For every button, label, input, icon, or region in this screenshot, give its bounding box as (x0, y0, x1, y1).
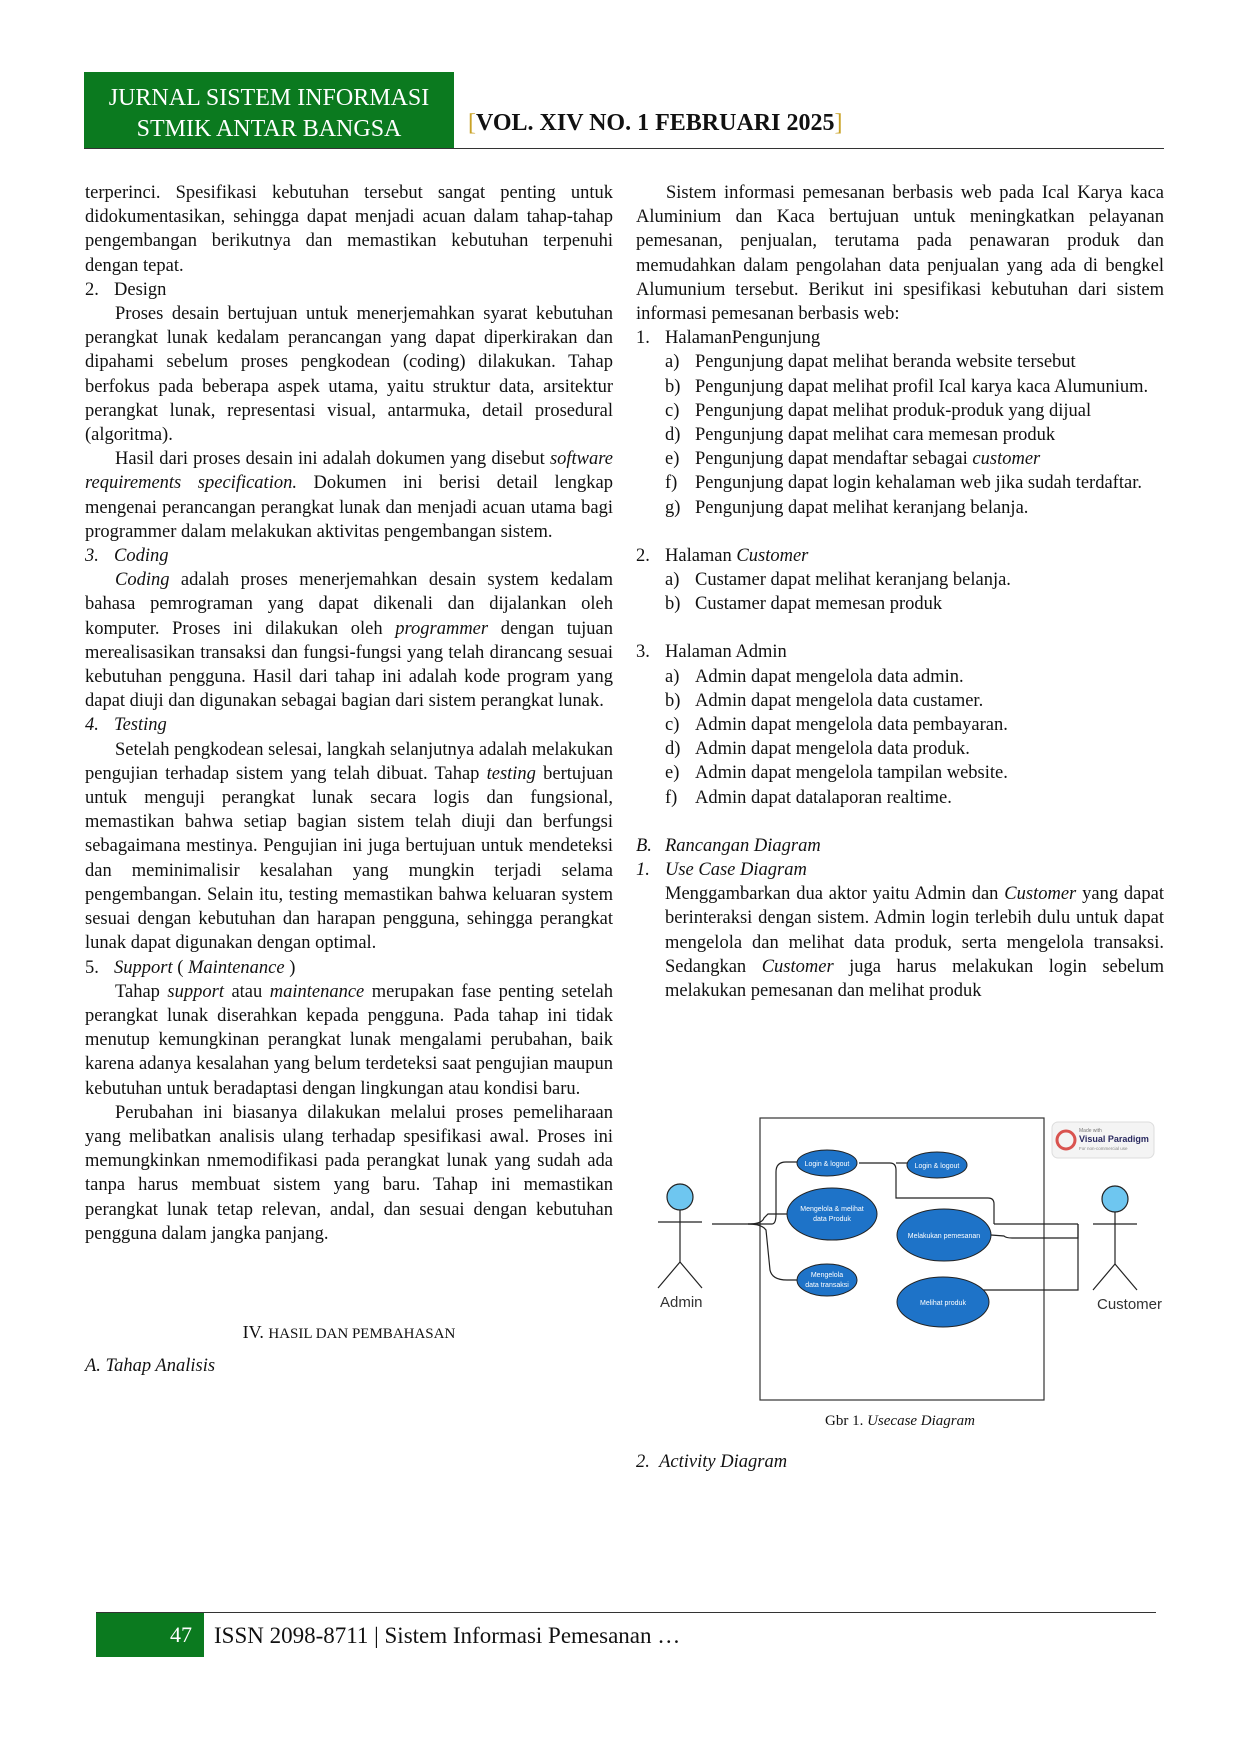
list-customer (636, 568, 1164, 616)
page-number: 47 (96, 1613, 204, 1657)
customer-actor-icon (1093, 1186, 1137, 1290)
list-item: g) Pengunjung dapat melihat keranjang belanja. (665, 497, 1029, 518)
admin-actor-icon (658, 1184, 702, 1288)
list-heading-customer: 2. Halaman Customer (636, 545, 809, 566)
list-item: b) Admin dapat mengelola data custamer. (665, 690, 984, 711)
paragraph: Coding adalah proses menerjemahkan desain system kedalam bahasa pemrograman yang dapat dikenali dan dijalankan oleh komputer. Proses ini dilakukan oleh programmer dengan tujuan merealisasikan transaksi dan fungsi-fungsi yang telah dirancang sesuai kebutuhan pengguna. Hasil dari tahap ini adalah kode program yang dapat diuji dan digunakan sebagai bagian dari sistem perangkat lunak. (85, 570, 613, 712)
svg-text:Made with: Made with (1079, 1128, 1102, 1134)
journal-name-line2: STMIK ANTAR BANGSA (136, 116, 402, 142)
right-column (636, 181, 1164, 1003)
footer-issn: ISSN 2098-8711 | Sistem Informasi Pemesanan … (214, 1623, 681, 1648)
customer-actor-label: Customer (1097, 1296, 1163, 1313)
svg-text:data transaksi: data transaksi (805, 1282, 849, 1289)
list-item: c) Admin dapat mengelola data pembayaran. (665, 715, 1008, 736)
usecase-lihat-produk (897, 1277, 989, 1327)
svg-text:For non-commercial use: For non-commercial use (1079, 1146, 1128, 1151)
usecase-login-customer (907, 1152, 967, 1178)
list-admin (636, 665, 1164, 810)
figure-caption: Gbr 1. Usecase Diagram (825, 1413, 975, 1429)
left-column (85, 181, 613, 1378)
section-heading: IV. HASIL DAN PEMBAHASAN (242, 1321, 456, 1342)
association-lines (712, 1162, 1078, 1295)
paragraph: Perubahan ini biasanya dilakukan melalui proses pemeliharaan yang melibatkan analisis ulang terhadap spesifikasi awal. Proses ini memungkinkan nmemodifikasi pada perangkat lunak yang sudah ada tanpa harus membuat sistem yang baru. Tahap ini memastikan perangkat lunak tetap relevan, andal, dan sesuai dengan kebutuhan pengguna dalam jangka panjang. (85, 1102, 613, 1244)
usecase-kelola-produk (787, 1188, 877, 1240)
paragraph: Hasil dari proses desain ini adalah dokumen yang disebut software requirements specification. Dokumen ini berisi detail lengkap mengenai perancangan perangkat lunak dan menjadi acuan utama bagi programmer dalam melakukan aktivitas pengembangan sistem. (85, 449, 614, 542)
volume-info: [VOL. XIV NO. 1 FEBRUARI 2025] (468, 110, 843, 136)
list-item-coding: 3. Coding (85, 546, 169, 567)
list-item: e) Admin dapat mengelola tampilan website. (665, 763, 1008, 784)
svg-text:Melakukan pemesanan: Melakukan pemesanan (907, 1233, 981, 1240)
section-b-heading: B. Rancangan Diagram (636, 835, 821, 856)
list-item: c) Pengunjung dapat melihat produk-produk yang dijual (665, 400, 1092, 421)
activity-diagram-heading: 2. Activity Diagram (636, 1452, 788, 1472)
paragraph: Tahap support atau maintenance merupakan fase penting setelah perangkat lunak diserahkan kepada pengguna. Pada tahap ini tidak menutup kemungkinan perangkat lunak mengalami perubahan, baik karena adanya kesalahan yang belum terdeteksi saat pengujian maupun kebutuhan untuk beradaptasi dengan lingkungan atau kondisi baru. (85, 981, 614, 1099)
svg-text:Melihat produk: Melihat produk (920, 1300, 966, 1307)
usecase-diagram (652, 1110, 1172, 1410)
list-item: a) Custamer dapat melihat keranjang belanja. (665, 570, 1011, 591)
paragraph: Setelah pengkodean selesai, langkah selanjutnya adalah melakukan pengujian terhadap sistem yang telah dibuat. Tahap testing bertujuan untuk menguji perangkat lunak secara logis dan fungsional, memastikan bahwa setiap bagian sistem telah diuji dan berfungsi sebagaimana mestinya. Pengujian ini juga bertujuan untuk mendeteksi dan meminimalisir kesalahan yang mungkin terjadi selama pengembangan. Selain itu, testing memastikan bahwa keluaran system sesuai dengan kebutuhan dan harapan pengguna, sehingga perangkat lunak dapat digunakan dengan optimal. (85, 739, 613, 954)
svg-text:Mengelola & melihat: Mengelola & melihat (800, 1206, 864, 1213)
list-item: f) Admin dapat datalaporan realtime. (665, 787, 952, 808)
usecase-heading: 1. Use Case Diagram (636, 860, 807, 881)
footer-rule (96, 1612, 1156, 1613)
volume-text: VOL. XIV NO. 1 FEBRUARI 2025 (476, 110, 835, 136)
paragraph: Proses desain bertujuan untuk menerjemahkan syarat kebutuhan perangkat lunak kedalam perancangan yang dapat diperkirakan dan dipahami sebelum proses pengkodean (coding) dilakukan. Tahap berfokus pada beberapa aspek utama, yaitu struktur data, arsitektur perangkat lunak, representasi visual, antarmuka, detail prosedural (algoritma). (85, 304, 613, 446)
list-item-support: 5. Support ( Maintenance ) (85, 957, 296, 978)
svg-text:Login & logout: Login & logout (914, 1163, 960, 1170)
list-item: b) Pengunjung dapat melihat profil Ical karya kaca Alumunium. (665, 376, 1149, 397)
subsection-heading: A. Tahap Analisis (85, 1356, 216, 1377)
usecase-kelola-transaksi (797, 1264, 857, 1296)
svg-text:Mengelola: Mengelola (810, 1272, 844, 1279)
visual-paradigm-watermark (1052, 1122, 1154, 1158)
admin-actor-label: Admin (660, 1294, 703, 1311)
list-pengunjung (636, 350, 1164, 519)
list-heading-admin: 3. Halaman Admin (636, 642, 787, 663)
list-item-testing: 4. Testing (85, 715, 167, 736)
list-item: d) Pengunjung dapat melihat cara memesan produk (665, 425, 1056, 446)
paragraph: Menggambarkan dua aktor yaitu Admin dan Customer yang dapat berinteraksi dengan sistem. Admin login terlebih dulu untuk dapat mengelola dan melihat data produk, serta mengelola transaksi. Sedangkan Customer juga harus melakukan login sebelum melakukan pemesanan dan melihat produk (665, 884, 1164, 1002)
header-rule (84, 148, 1164, 149)
usecase-login-admin (797, 1150, 857, 1176)
journal-name-box (84, 72, 454, 148)
list-item-design: 2. Design (85, 279, 167, 300)
list-item: a) Admin dapat mengelola data admin. (665, 666, 964, 687)
list-item: d) Admin dapat mengelola data produk. (665, 739, 970, 760)
list-item: e) Pengunjung dapat mendaftar sebagai customer (665, 449, 1041, 470)
list-item: b) Custamer dapat memesan produk (665, 594, 943, 615)
list-heading-pengunjung: 1. HalamanPengunjung (636, 328, 821, 349)
svg-text:Visual Paradigm: Visual Paradigm (1079, 1134, 1149, 1144)
svg-text:data Produk: data Produk (813, 1216, 851, 1223)
paragraph: terperinci. Spesifikasi kebutuhan tersebut sangat penting untuk didokumentasikan, sehingga dapat menjadi acuan dalam tahap-tahap pengembangan berikutnya dan memastikan kebutuhan terpenuhi dengan tepat. (85, 183, 613, 276)
list-item: f) Pengunjung dapat login kehalaman web jika sudah terdaftar. (665, 473, 1142, 494)
list-item: a) Pengunjung dapat melihat beranda website tersebut (665, 352, 1076, 373)
svg-text:Login & logout: Login & logout (804, 1161, 850, 1168)
paragraph: Sistem informasi pemesanan berbasis web pada Ical Karya kaca Aluminium dan Kaca bertujuan untuk meningkatkan pelayanan pemesanan, penjualan, terutama pada penawaran produk dan memudahkan dalam pengolahan data penjualan yang ada di bengkel Alumunium tersebut. Berikut ini spesifikasi kebutuhan dari sistem informasi pemesanan berbasis web: (636, 183, 1164, 325)
usecase-pemesanan (897, 1209, 991, 1261)
journal-name-line1: JURNAL SISTEM INFORMASI (108, 85, 430, 111)
